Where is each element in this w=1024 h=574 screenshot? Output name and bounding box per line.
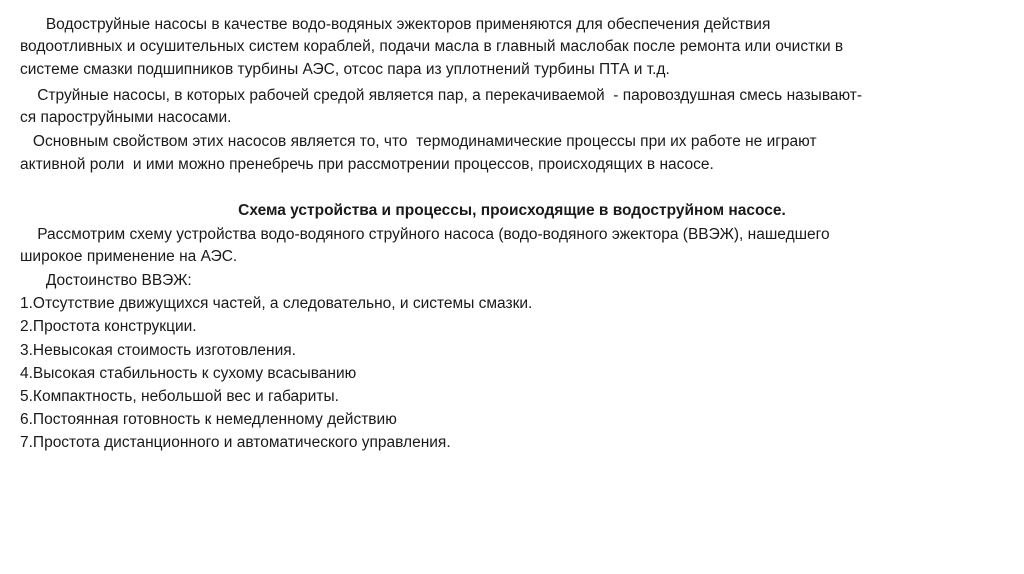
advantage-item: 7.Простота дистанционного и автоматического управления. [20, 434, 451, 451]
intro-line: Водоструйные насосы в качестве водо-водяных эжекторов применяются для обеспечения действия [20, 16, 771, 33]
advantage-item: 2.Простота конструкции. [20, 318, 197, 335]
intro-line: Струйные насосы, в которых рабочей средой является пар, а перекачиваемой - паровоздушная смесь называют- [20, 87, 863, 104]
advantage-item: 6.Постоянная готовность к немедленному действию [20, 411, 397, 428]
section-heading: Схема устройства и процессы, происходящие в водоструйном насосе. [238, 202, 786, 219]
intro-line: системе смазки подшипников турбины АЭС, отсос пара из уплотнений турбины ПТА и т.д. [20, 61, 670, 78]
advantage-item: 4.Высокая стабильность к сухому всасыванию [20, 365, 357, 382]
advantages-title: Достоинство ВВЭЖ: [20, 272, 192, 289]
advantage-item: 5.Компактность, небольшой вес и габариты. [20, 388, 339, 405]
intro-line: водоотливных и осушительных систем кораблей, подачи масла в главный маслобак после ремонта или очистки в [20, 38, 844, 55]
advantage-item: 3.Невысокая стоимость изготовления. [20, 342, 296, 359]
intro-line: Основным свойством этих насосов является то, что термодинамические процессы при их работе не играют [20, 133, 817, 150]
advantage-item: 1.Отсутствие движущихся частей, а следовательно, и системы смазки. [20, 295, 533, 312]
intro-line: активной роли и ими можно пренебречь при рассмотрении процессов, происходящих в насосе. [20, 156, 714, 173]
intro-line: ся пароструйными насосами. [20, 109, 232, 126]
body-line: Рассмотрим схему устройства водо-водяного струйного насоса (водо-водяного эжектора (ВВЭЖ), нашедшего [20, 226, 830, 243]
body-line: широкое применение на АЭС. [20, 248, 238, 265]
